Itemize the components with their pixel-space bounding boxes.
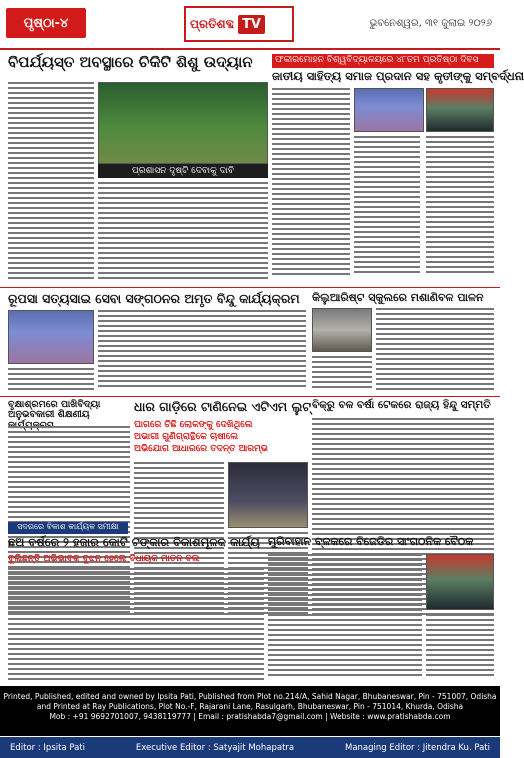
story2-body-mid bbox=[354, 136, 420, 284]
logo-text: ପ୍ରତିଶବ୍ଦ bbox=[190, 16, 235, 31]
story3-headline: ରୂପସା ସତ୍ୟସାଇ ସେବା ସଙ୍ଗଠନର ଅମୃତ ବିନ୍ଦୁ କାର୍ଯ୍ୟକ୍ରମ bbox=[8, 291, 300, 306]
imprint-footer bbox=[0, 686, 500, 736]
story6-bullets bbox=[134, 420, 308, 460]
story1-caption: ପ୍ରଶାସନ ଦୃଷ୍ଟି ଦେବାକୁ ଦାବି bbox=[98, 164, 268, 178]
editor-credits bbox=[0, 737, 500, 758]
editor-credit: Editor : Ipsita Pati bbox=[10, 742, 86, 753]
story6-bullet-3: ଅଭିଯୋଗ ଆଧାରରେ ତଦନ୍ତ ଆରମ୍ଭ bbox=[134, 444, 268, 454]
story8-body bbox=[8, 568, 264, 680]
story1-headline: ବିପର୍ଯ୍ୟସ୍ତ ଅବସ୍ଥାରେ ଚିକିଟି ଶିଶୁ ଉଦ୍ୟାନ bbox=[8, 53, 253, 71]
story9-body-left bbox=[268, 554, 422, 680]
atm-photo bbox=[228, 462, 308, 528]
park-photo bbox=[98, 82, 268, 164]
story8-bullet: ବୁଲିଛନ୍ତି ଅଭିଭାବକ ବୁଝନ ହେଲେ ବିଧାୟକ ମାତନ ବଲ bbox=[8, 554, 200, 564]
story4-body-left bbox=[312, 356, 372, 394]
newspaper-logo bbox=[184, 6, 294, 42]
seva-photo bbox=[8, 310, 94, 364]
story8-kicker: ସଦରରେ ବିକାଶ କାର୍ଯ୍ୟକ ସମୀକ୍ଷା bbox=[8, 522, 128, 534]
story6-bullet-1: ଘାଗରେ ଚିଛି ଲୋକଙ୍କୁ ଦେଖିଥିଲେ bbox=[134, 420, 253, 430]
story3-photo-caption bbox=[8, 368, 94, 392]
story9-body-right bbox=[426, 614, 494, 680]
dateline: ଭୁବନେଶ୍ୱର, ୩୧ ଜୁଲାଇ ୨୦୨୬ bbox=[369, 18, 492, 29]
story2-kicker: ଫକୀରମୋହନ ବିଶ୍ୱବିଦ୍ୟାଳୟରେ ୪୮ତମ ପ୍ରତିଷ୍ଠା ଦିବସ bbox=[272, 54, 494, 68]
school-photo bbox=[312, 308, 372, 352]
managing-editor-credit: Managing Editor : Jitendra Ku. Pati bbox=[344, 742, 490, 753]
story8-headline: ଛଅ ବର୍ଷରେ ୨ ହଜାର କୋଟି ଟଙ୍କାର ବିକାଶମୂଳକ କାର୍ଯ୍ୟ bbox=[8, 535, 260, 549]
imprint-line-3: Mob : +91 9692701007, 9438119777 | Email : pratishabda7@gmail.com | Website : www.pratishabda.com bbox=[49, 712, 451, 722]
logo-tv-badge: TV bbox=[238, 15, 265, 34]
story7-headline: ବିକ୍ରୁ ବଳ ବର୍ଷା ଟେକରେ ରାଜ୍ୟ ହିନ୍ଦୁ ସମ୍ମତି bbox=[312, 399, 491, 411]
story1-body bbox=[8, 82, 94, 282]
event-photo-1 bbox=[354, 88, 424, 132]
page-number-tag: ପୃଷ୍ଠା-୪ bbox=[6, 8, 86, 38]
story9-headline: ମୁରିବାହାନ ବ୍ଳକରେ ବିଜେଡିର ସାଂଗଠନିକ ବୈଠକ bbox=[268, 535, 474, 548]
story2-body-left bbox=[272, 88, 350, 284]
event-photo-2 bbox=[426, 88, 494, 132]
story3-body bbox=[98, 310, 306, 392]
story1-body-bottom bbox=[98, 182, 268, 282]
imprint-line-1: Printed, Published, edited and owned by Ipsita Pati, Published from Plot no.214/A, Sahid Nagar, Bhubaneswar, Pin - 751007, Odisha bbox=[3, 692, 497, 701]
executive-editor-credit: Executive Editor : Satyajit Mohapatra bbox=[135, 742, 295, 753]
imprint-line-2: and Printed at Ray Publications, Plot No.-F, Rajarani Lane, Rasulgarh, Bhubaneswar, Pin - 751014, Khurda, Odisha bbox=[36, 702, 464, 712]
section-divider-2 bbox=[0, 396, 500, 397]
header-rule bbox=[0, 48, 500, 50]
story2-headline: ଜାତୀୟ ସାହିତ୍ୟ ସମାଜ ପ୍ରଦାନ ସହ କୃତୀଙ୍କୁ ସମ୍ବର୍ଦ୍ଧନା bbox=[272, 69, 524, 83]
section-divider bbox=[0, 287, 500, 288]
story4-headline: କିଲୁଆରିଷ୍ଟ ସ୍କୁଲରେ ମଶାଣିବଳ ପାଳନ bbox=[312, 291, 484, 304]
masthead bbox=[0, 0, 500, 50]
meeting-photo bbox=[426, 554, 494, 610]
story6-bullet-2: ଅଭାଗୀ ଗୁଣିଗ୍ରାନ୍ଥିକେ ଚାଷୀଲେ bbox=[134, 432, 239, 442]
story2-body-right bbox=[426, 136, 494, 284]
story4-body-right bbox=[376, 308, 494, 394]
story5-headline: ବୃକ୍ଷାଶ୍ରମରେ ପାଖିବିଦ୍ୟା ଅନୁଭବକାରୀ ଶିକ୍ଷଣୀୟ bbox=[8, 399, 101, 421]
story6-headline: ଧାର ଗାଡ଼ିରେ ଟାଣିନେଇ ଏଟିଏମ ଲୁଟ୍ bbox=[134, 399, 312, 414]
